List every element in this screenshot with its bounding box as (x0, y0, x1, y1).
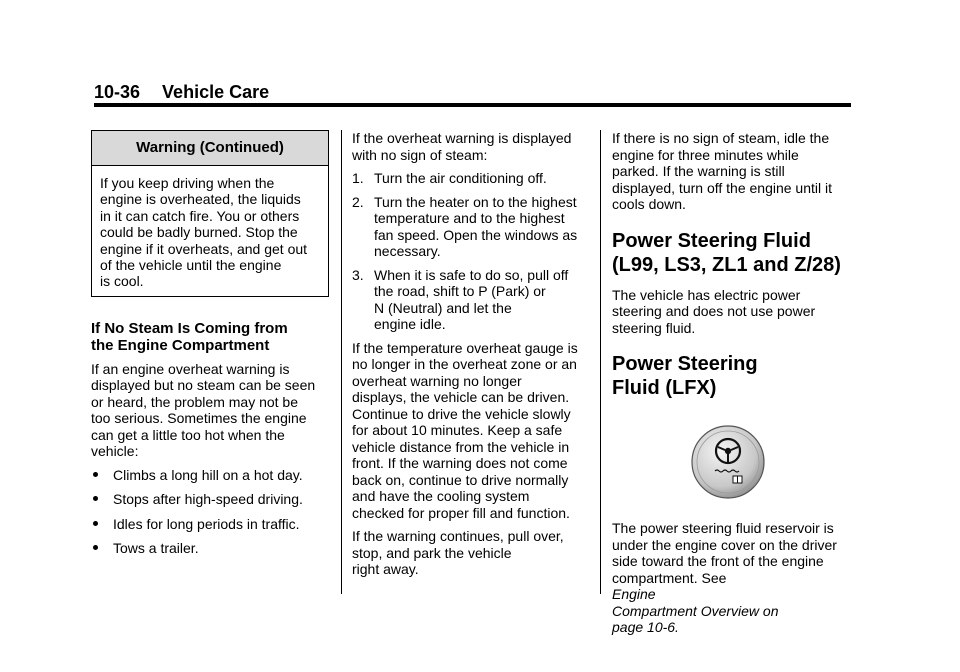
engine-compartment-link[interactable]: page 10-6. (612, 619, 679, 635)
warning-line: in it can catch fire. You or others (100, 207, 300, 224)
text-line: displays, the vehicle can be driven. (352, 389, 570, 405)
text-line: If an engine overheat warning is (91, 360, 290, 377)
text-line: Turn the air conditioning off. (374, 170, 547, 186)
overheat-paragraph-3 (352, 528, 592, 578)
text-line: right away. (352, 561, 419, 577)
step-number: 2. (352, 193, 364, 210)
text-line: no longer in the overheat zone or an (352, 356, 577, 372)
no-steam-intro (91, 361, 331, 460)
text-line: If there is no sign of steam, idle the (612, 130, 830, 146)
text-line: Turn the heater on to the highest (374, 193, 577, 210)
text-line: overheat warning no longer (352, 372, 522, 389)
column-divider-2 (600, 130, 601, 594)
text-line: engine idle. (374, 316, 446, 332)
warning-line: of the vehicle until the engine (100, 257, 282, 274)
section-title: Vehicle Care (162, 82, 270, 102)
text-line: too serious. Sometimes the engine (91, 410, 307, 427)
text-line: side toward the front of the engine (612, 553, 824, 569)
list-item: Stops after high-speed driving. (91, 491, 331, 508)
text-line: with no sign of steam: (352, 146, 488, 163)
text-line: for about 10 minutes. Keep a safe (352, 422, 563, 438)
text-line: steering and does not use power (612, 303, 816, 319)
column-3 (612, 130, 852, 636)
column-2 (352, 130, 592, 578)
heading-line: (L99, LS3, ZL1 and Z/28) (612, 253, 841, 276)
text-line: vehicle distance from the vehicle in (352, 438, 570, 455)
step-number: 1. (352, 170, 364, 186)
warning-line: is cool. (100, 273, 144, 290)
power-steering-heading-1 (612, 229, 852, 277)
step-2 (352, 194, 592, 260)
text-line: If the overheat warning is displayed (352, 130, 572, 146)
list-item: Climbs a long hill on a hot day. (91, 467, 331, 484)
text-line: parked. If the warning is still (612, 163, 785, 179)
text-line: and have the cooling system (352, 488, 530, 504)
text-line: under the engine cover on the driver (612, 536, 837, 553)
text-line: vehicle: (91, 443, 139, 460)
text-line: back on, continue to drive normally (352, 471, 569, 488)
overheat-paragraph-2 (352, 340, 592, 522)
text-line: the road, shift to P (Park) or (374, 283, 546, 299)
overheat-intro (352, 130, 592, 163)
text-line: necessary. (374, 243, 441, 259)
column-1 (91, 130, 331, 565)
warning-line: engine if it overheats, and get out (100, 240, 308, 257)
warning-line: If you keep driving when the (100, 175, 275, 191)
warning-title: Warning (Continued) (92, 131, 328, 166)
see-prefix: compartment. See (612, 569, 727, 586)
text-line: fan speed. Open the windows as (374, 226, 578, 243)
heading-line: Power Steering Fluid (612, 229, 811, 252)
heading-line: the Engine Compartment (91, 336, 270, 354)
warning-body (92, 166, 328, 296)
heading-line: Power Steering (612, 353, 758, 375)
steam-paragraph (612, 130, 852, 213)
header-rule (94, 103, 851, 107)
power-steering-heading-2 (612, 352, 852, 400)
text-line: temperature and to the highest (374, 210, 565, 226)
text-line: The power steering fluid reservoir is (612, 520, 834, 536)
text-line: displayed but no steam can be seen (91, 377, 316, 394)
text-line: When it is safe to do so, pull off (374, 266, 569, 283)
list-item: Idles for long periods in traffic. (91, 516, 331, 533)
power-steering-paragraph-1 (612, 287, 852, 337)
page-header (94, 82, 269, 103)
text-line: Continue to drive the vehicle slowly (352, 405, 571, 422)
step-1 (352, 170, 592, 187)
text-line (612, 570, 852, 603)
engine-compartment-link[interactable]: Compartment Overview on (612, 602, 779, 619)
text-line: N (Neutral) and let the (374, 299, 512, 316)
column-divider-1 (341, 130, 342, 594)
text-line: engine for three minutes while (612, 146, 799, 163)
power-steering-paragraph-2 (612, 520, 852, 636)
warning-line: engine is overheated, the liquids (100, 191, 301, 208)
text-line: cools down. (612, 196, 686, 212)
text-line: The vehicle has electric power (612, 286, 801, 303)
condition-list (91, 467, 331, 557)
text-line: front. If the warning does not come (352, 455, 568, 471)
text-line: or heard, the problem may not be (91, 393, 299, 410)
step-number: 3. (352, 266, 364, 283)
warning-line: could be badly burned. Stop the (100, 224, 298, 241)
page-number: 10-36 (94, 82, 141, 102)
step-3 (352, 267, 592, 333)
text-line: stop, and park the vehicle (352, 544, 512, 561)
text-line: displayed, turn off the engine until it (612, 179, 833, 196)
text-line: can get a little too hot when the (91, 426, 285, 443)
list-item: Tows a trailer. (91, 540, 331, 557)
heading-line: If No Steam Is Coming from (91, 319, 288, 337)
text-line: steering fluid. (612, 319, 696, 336)
warning-box (91, 130, 329, 297)
heading-line: Fluid (LFX) (612, 377, 717, 399)
no-steam-heading (91, 320, 331, 354)
text-line: If the temperature overheat gauge is (352, 339, 578, 356)
text-line: If the warning continues, pull over, (352, 528, 564, 544)
text-line: checked for proper fill and function. (352, 504, 570, 521)
power-steering-fluid-cap-icon (690, 424, 766, 500)
engine-compartment-link[interactable]: Engine (612, 586, 656, 602)
